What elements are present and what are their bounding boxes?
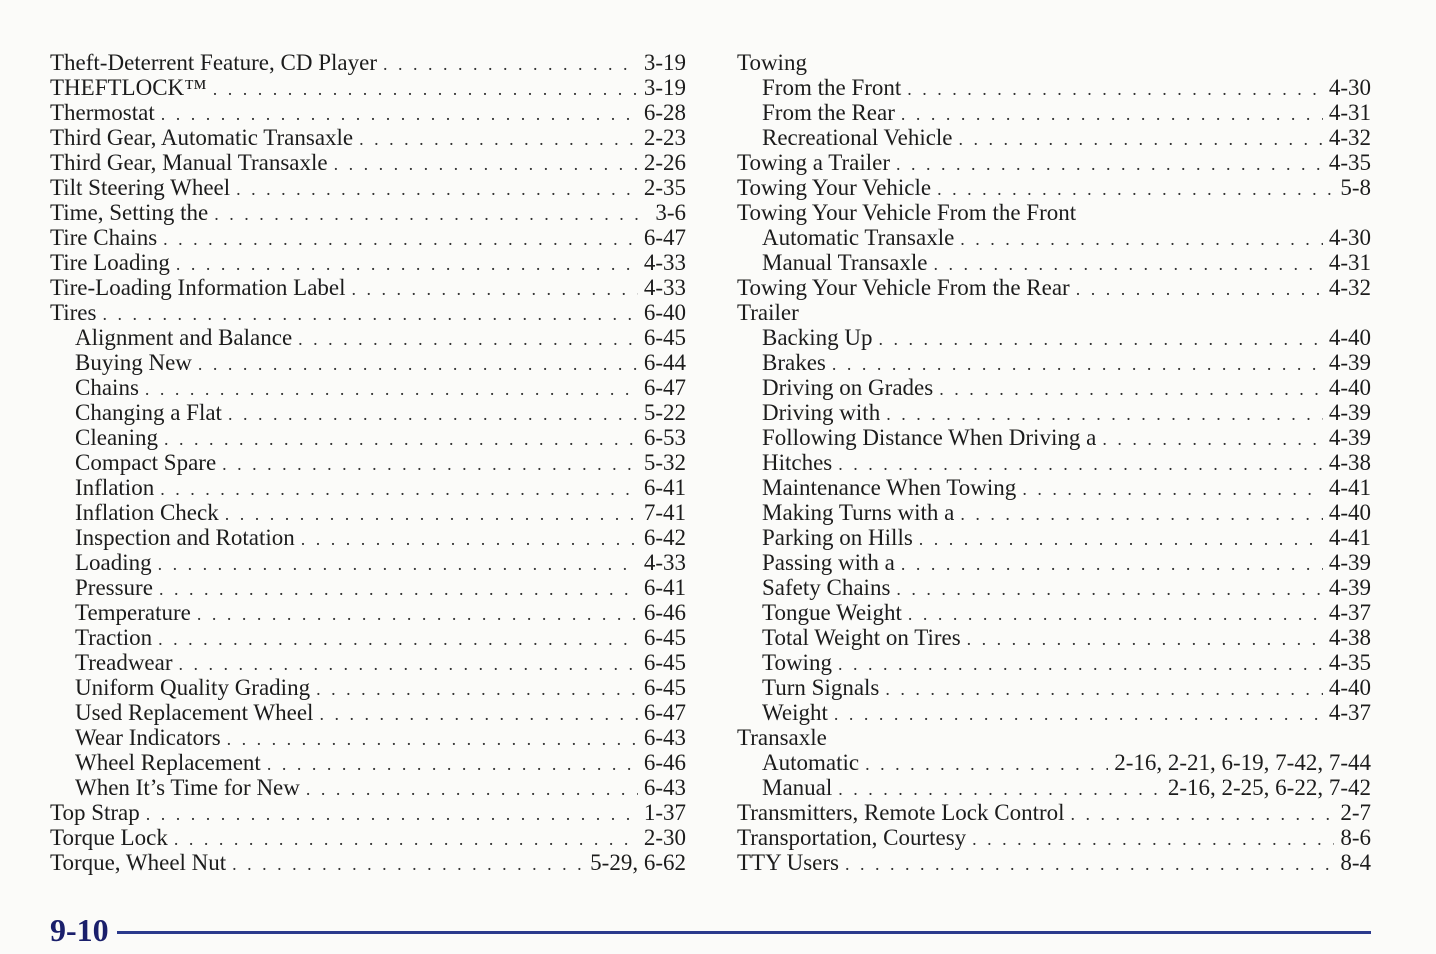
entry-page-ref: 1-37 (643, 800, 686, 825)
entry-label: Top Strap (50, 800, 140, 825)
index-entry (50, 525, 686, 550)
dot-leader (933, 252, 1322, 275)
index-entry (50, 250, 686, 275)
index-entry (737, 850, 1371, 875)
entry-page-ref: 2-23 (643, 125, 686, 150)
entry-label: THEFTLOCK™ (50, 75, 207, 100)
entry-page-ref: 6-41 (643, 475, 686, 500)
index-entry (50, 375, 686, 400)
entry-label: Time, Setting the (50, 200, 209, 225)
dot-leader (879, 327, 1323, 350)
entry-label: Torque, Wheel Nut (50, 850, 227, 875)
entry-label: Wheel Replacement (75, 750, 261, 775)
index-entry (50, 575, 686, 600)
dot-leader (1071, 802, 1335, 825)
entry-label: Third Gear, Manual Transaxle (50, 150, 328, 175)
entry-page-ref: 4-38 (1328, 625, 1371, 650)
entry-label: Transmitters, Remote Lock Control (737, 800, 1065, 825)
index-entry (50, 800, 686, 825)
dot-leader (334, 152, 638, 175)
entry-page-ref: 4-39 (1328, 575, 1371, 600)
entry-page-ref: 4-37 (1328, 600, 1371, 625)
entry-page-ref: 2-30 (643, 825, 686, 850)
dot-leader (865, 752, 1108, 775)
entry-label: Total Weight on Tires (762, 625, 961, 650)
entry-page-ref: 6-43 (643, 775, 686, 800)
entry-label: Driving on Grades (762, 375, 934, 400)
entry-label: Pressure (75, 575, 153, 600)
index-entry (737, 825, 1371, 850)
dot-leader (838, 777, 1162, 800)
entry-page-ref: 5-29, 6-62 (590, 850, 686, 875)
entry-page-ref: 4-39 (1328, 425, 1371, 450)
entry-page-ref: 6-44 (643, 350, 686, 375)
entry-label: Wear Indicators (75, 725, 221, 750)
entry-label: Loading (75, 550, 152, 575)
dot-leader (959, 127, 1323, 150)
index-entry (50, 675, 686, 700)
dot-leader (227, 727, 638, 750)
entry-label: Turn Signals (762, 675, 880, 700)
entry-label: Manual (762, 775, 833, 800)
index-entry (50, 175, 686, 200)
index-entry (50, 425, 686, 450)
dot-leader (164, 427, 638, 450)
entry-page-ref: 6-45 (643, 625, 686, 650)
index-entry (737, 75, 1371, 100)
index-entry (737, 325, 1371, 350)
dot-leader (896, 577, 1322, 600)
entry-label: Chains (75, 375, 139, 400)
dot-leader (937, 177, 1334, 200)
index-entry (737, 575, 1371, 600)
entry-label: Maintenance When Towing (762, 475, 1017, 500)
entry-page-ref: 6-28 (643, 100, 686, 125)
entry-label: Changing a Flat (75, 400, 222, 425)
entry-label: Towing (762, 650, 832, 675)
index-entry (737, 500, 1371, 525)
page-number: 9-10 (50, 911, 109, 948)
index-entry (50, 625, 686, 650)
index-entry (737, 725, 1371, 750)
dot-leader (214, 202, 649, 225)
entry-label: Passing with a (762, 550, 895, 575)
entry-page-ref: 6-43 (643, 725, 686, 750)
entry-page-ref: 2-7 (1340, 800, 1371, 825)
index-entry (50, 325, 686, 350)
index-entry (50, 725, 686, 750)
index-entry (50, 225, 686, 250)
entry-page-ref: 6-47 (643, 225, 686, 250)
index-entry (50, 500, 686, 525)
entry-page-ref: 4-31 (1328, 250, 1371, 275)
index-entry (737, 100, 1371, 125)
index-entry (737, 750, 1371, 775)
index-entry (50, 75, 686, 100)
entry-label: Thermostat (50, 100, 155, 125)
entry-page-ref: 5-22 (643, 400, 686, 425)
dot-leader (159, 577, 638, 600)
entry-label: Weight (762, 700, 828, 725)
entry-page-ref: 4-40 (1328, 375, 1371, 400)
entry-label: TTY Users (737, 850, 839, 875)
dot-leader (301, 527, 638, 550)
dot-leader (352, 277, 638, 300)
entry-label: Safety Chains (762, 575, 891, 600)
index-column-left (50, 50, 686, 875)
index-entry (50, 700, 686, 725)
index-entry (50, 825, 686, 850)
dot-leader (960, 502, 1322, 525)
entry-page-ref: 4-37 (1328, 700, 1371, 725)
entry-page-ref: 2-16, 2-21, 6-19, 7-42, 7-44 (1114, 750, 1371, 775)
index-entry (737, 625, 1371, 650)
dot-leader (158, 552, 638, 575)
dot-leader (834, 702, 1323, 725)
dot-leader (967, 627, 1323, 650)
index-entry (737, 675, 1371, 700)
entry-label: Uniform Quality Grading (75, 675, 311, 700)
entry-page-ref: 6-46 (643, 750, 686, 775)
entry-label: Following Distance When Driving a (762, 425, 1097, 450)
dot-leader (1102, 427, 1323, 450)
entry-label: Parking on Hills (762, 525, 913, 550)
entry-label: Automatic (762, 750, 860, 775)
index-entry (737, 175, 1371, 200)
index-entry (737, 425, 1371, 450)
index-entry (737, 275, 1371, 300)
dot-leader (845, 852, 1334, 875)
index-entry (737, 600, 1371, 625)
dot-leader (306, 777, 638, 800)
dot-leader (919, 527, 1323, 550)
entry-label: Trailer (737, 300, 799, 325)
entry-page-ref: 2-26 (643, 150, 686, 175)
dot-leader (939, 377, 1323, 400)
entry-page-ref: 4-41 (1328, 525, 1371, 550)
entry-label: Making Turns with a (762, 500, 955, 525)
entry-label: Automatic Transaxle (762, 225, 955, 250)
page-footer (50, 910, 1371, 950)
dot-leader (236, 177, 638, 200)
index-entry (50, 350, 686, 375)
dot-leader (896, 152, 1323, 175)
index-entry (50, 550, 686, 575)
entry-label: Hitches (762, 450, 833, 475)
entry-label: Towing Your Vehicle (737, 175, 932, 200)
entry-page-ref: 4-40 (1328, 325, 1371, 350)
entry-label: Backing Up (762, 325, 873, 350)
entry-page-ref: 4-32 (1328, 275, 1371, 300)
entry-label: Transportation, Courtesy (737, 825, 967, 850)
index-entry (737, 475, 1371, 500)
dot-leader (316, 677, 638, 700)
entry-page-ref: 7-41 (643, 500, 686, 525)
entry-page-ref: 2-35 (643, 175, 686, 200)
index-entry (50, 275, 686, 300)
entry-label: Traction (75, 625, 153, 650)
index-entry (737, 450, 1371, 475)
entry-page-ref: 4-33 (643, 275, 686, 300)
entry-label: Used Replacement Wheel (75, 700, 314, 725)
dot-leader (886, 402, 1323, 425)
index-entry (50, 400, 686, 425)
entry-page-ref: 8-4 (1340, 850, 1371, 875)
entry-label: Theft-Deterrent Feature, CD Player (50, 50, 377, 75)
entry-page-ref: 6-45 (643, 325, 686, 350)
entry-page-ref: 6-46 (643, 600, 686, 625)
index-entry (737, 700, 1371, 725)
index-entry (50, 475, 686, 500)
index-entry (737, 50, 1371, 75)
entry-label: Tire Loading (50, 250, 170, 275)
dot-leader (174, 827, 638, 850)
entry-label: Transaxle (737, 725, 827, 750)
dot-leader (225, 502, 638, 525)
entry-page-ref: 3-6 (655, 200, 686, 225)
index-entry (737, 200, 1371, 225)
entry-page-ref: 4-39 (1328, 550, 1371, 575)
entry-label: Towing Your Vehicle From the Rear (737, 275, 1070, 300)
entry-label: Towing Your Vehicle From the Front (737, 200, 1077, 225)
dot-leader (1022, 477, 1323, 500)
entry-label: Buying New (75, 350, 192, 375)
dot-leader (160, 477, 638, 500)
dot-leader (908, 602, 1323, 625)
entry-label: Inflation Check (75, 500, 219, 525)
entry-label: Manual Transaxle (762, 250, 928, 275)
entry-page-ref: 4-40 (1328, 500, 1371, 525)
dot-leader (960, 227, 1323, 250)
entry-page-ref: 4-35 (1328, 650, 1371, 675)
index-entry (737, 650, 1371, 675)
entry-page-ref: 4-30 (1328, 75, 1371, 100)
index-entry (737, 300, 1371, 325)
dot-leader (901, 102, 1323, 125)
dot-leader (267, 752, 638, 775)
entry-page-ref: 6-42 (643, 525, 686, 550)
dot-leader (832, 352, 1323, 375)
entry-label: When It’s Time for New (75, 775, 300, 800)
entry-label: Tongue Weight (762, 600, 902, 625)
entry-label: Driving with (762, 400, 881, 425)
entry-page-ref: 3-19 (643, 75, 686, 100)
dot-leader (213, 77, 638, 100)
index-entry (737, 375, 1371, 400)
entry-page-ref: 4-41 (1328, 475, 1371, 500)
dot-leader (161, 102, 638, 125)
entry-page-ref: 6-53 (643, 425, 686, 450)
dot-leader (146, 802, 638, 825)
index-entry (737, 800, 1371, 825)
entry-label: Alignment and Balance (75, 325, 293, 350)
entry-label: Brakes (762, 350, 826, 375)
dot-leader (145, 377, 638, 400)
dot-leader (163, 227, 638, 250)
entry-page-ref: 6-45 (643, 650, 686, 675)
dot-leader (197, 602, 638, 625)
index-entry (737, 400, 1371, 425)
dot-leader (972, 827, 1334, 850)
entry-page-ref: 8-6 (1340, 825, 1371, 850)
entry-label: Towing (737, 50, 807, 75)
dot-leader (228, 402, 638, 425)
dot-leader (907, 77, 1323, 100)
index-entry (50, 650, 686, 675)
entry-label: Third Gear, Automatic Transaxle (50, 125, 354, 150)
entry-label: Inflation (75, 475, 155, 500)
index-entry (737, 550, 1371, 575)
dot-leader (319, 702, 637, 725)
dot-leader (383, 52, 638, 75)
entry-page-ref: 2-16, 2-25, 6-22, 7-42 (1167, 775, 1371, 800)
index-column-right (737, 50, 1371, 875)
index-entry (50, 125, 686, 150)
entry-page-ref: 6-41 (643, 575, 686, 600)
index-entry (737, 225, 1371, 250)
entry-label: Tire-Loading Information Label (50, 275, 346, 300)
entry-page-ref: 4-32 (1328, 125, 1371, 150)
entry-label: From the Rear (762, 100, 895, 125)
entry-label: Tire Chains (50, 225, 158, 250)
index-entry (737, 125, 1371, 150)
entry-page-ref: 4-33 (643, 550, 686, 575)
index-entry (737, 350, 1371, 375)
entry-page-ref: 4-35 (1328, 150, 1371, 175)
dot-leader (222, 452, 638, 475)
entry-label: Towing a Trailer (737, 150, 890, 175)
index-entry (737, 525, 1371, 550)
entry-label: Cleaning (75, 425, 159, 450)
entry-label: Recreational Vehicle (762, 125, 953, 150)
entry-page-ref: 6-40 (643, 300, 686, 325)
entry-page-ref: 4-33 (643, 250, 686, 275)
index-entry (50, 775, 686, 800)
dot-leader (176, 252, 638, 275)
entry-page-ref: 4-39 (1328, 400, 1371, 425)
entry-label: Torque Lock (50, 825, 168, 850)
entry-page-ref: 6-47 (643, 700, 686, 725)
entry-page-ref: 4-31 (1328, 100, 1371, 125)
index-entry (50, 600, 686, 625)
index-entry (50, 300, 686, 325)
entry-page-ref: 4-38 (1328, 450, 1371, 475)
index-entry (50, 200, 686, 225)
dot-leader (359, 127, 638, 150)
dot-leader (102, 302, 637, 325)
entry-label: Temperature (75, 600, 191, 625)
entry-page-ref: 4-39 (1328, 350, 1371, 375)
index-entry (737, 775, 1371, 800)
dot-leader (232, 852, 584, 875)
footer-rule (117, 931, 1371, 934)
entry-page-ref: 3-19 (643, 50, 686, 75)
entry-label: Tires (50, 300, 97, 325)
entry-label: Compact Spare (75, 450, 217, 475)
entry-page-ref: 4-30 (1328, 225, 1371, 250)
dot-leader (838, 652, 1323, 675)
index-entry (50, 150, 686, 175)
dot-leader (298, 327, 638, 350)
entry-page-ref: 5-8 (1340, 175, 1371, 200)
entry-page-ref: 6-45 (643, 675, 686, 700)
dot-leader (885, 677, 1322, 700)
entry-page-ref: 6-47 (643, 375, 686, 400)
entry-label: From the Front (762, 75, 902, 100)
dot-leader (158, 627, 638, 650)
entry-label: Inspection and Rotation (75, 525, 295, 550)
dot-leader (179, 652, 638, 675)
entry-page-ref: 4-40 (1328, 675, 1371, 700)
dot-leader (838, 452, 1323, 475)
index-entry (50, 850, 686, 875)
entry-label: Tilt Steering Wheel (50, 175, 231, 200)
index-entry (50, 50, 686, 75)
dot-leader (901, 552, 1323, 575)
index-entry (50, 450, 686, 475)
dot-leader (1076, 277, 1323, 300)
index-entry (737, 150, 1371, 175)
entry-page-ref: 5-32 (643, 450, 686, 475)
index-entry (737, 250, 1371, 275)
entry-label: Treadwear (75, 650, 173, 675)
index-entry (50, 750, 686, 775)
index-entry (50, 100, 686, 125)
dot-leader (198, 352, 638, 375)
